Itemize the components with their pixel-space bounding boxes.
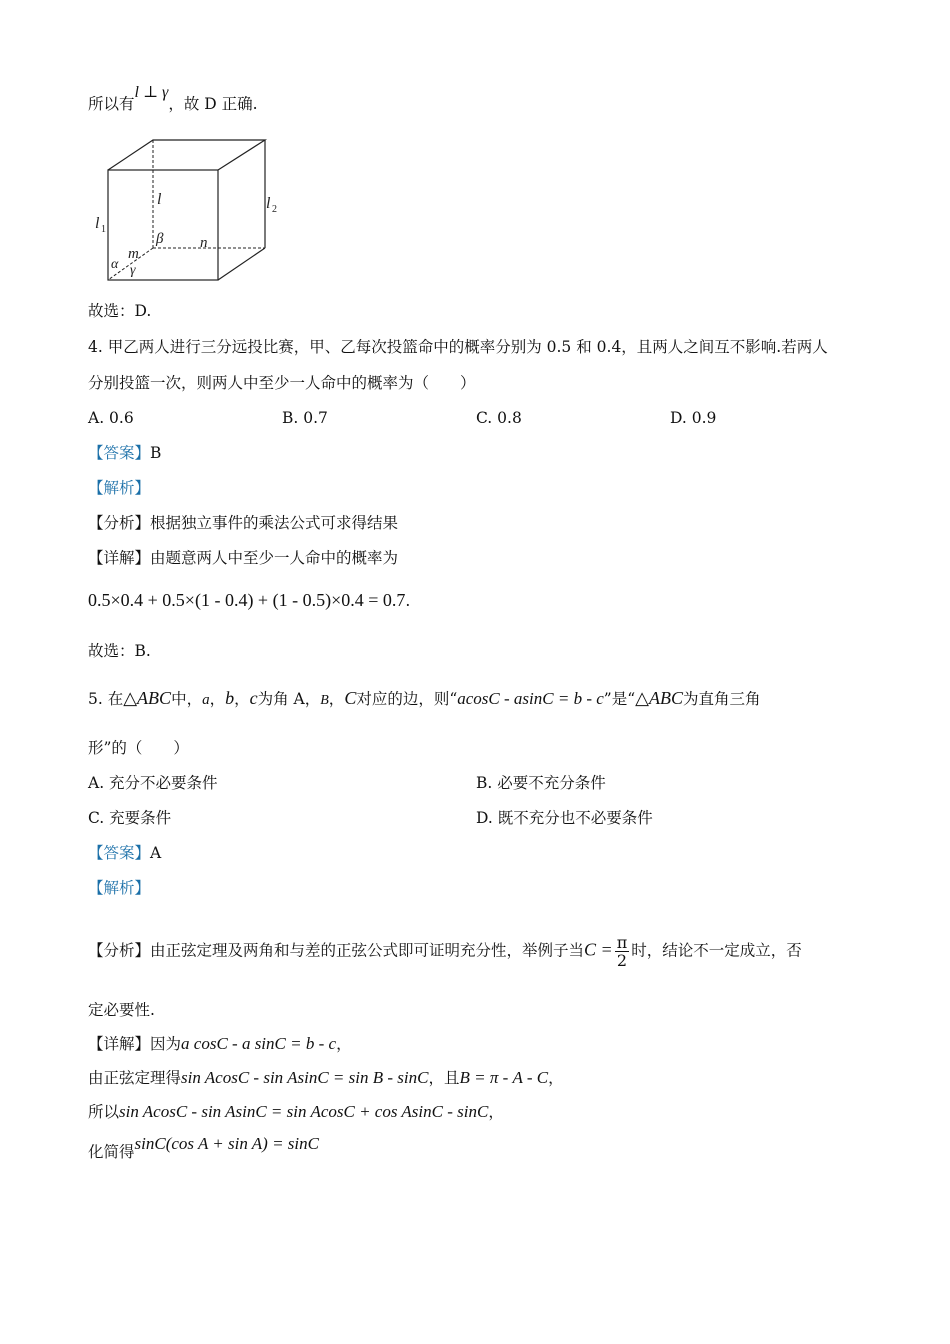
detail-text: ，且 (428, 1069, 460, 1087)
conclusion-line-perpendicular (88, 84, 258, 115)
text-suffix: ，故 D 正确. (168, 95, 258, 113)
detail-text: 化简得 (88, 1143, 135, 1161)
math-sine-law-eq: sin AcosC - sin AsinC = sin B - sinC (181, 1068, 429, 1087)
text-prefix: 所以有 (88, 95, 135, 113)
detail-text: 因为 (150, 1035, 182, 1053)
q4-analysis-line (88, 513, 398, 533)
detail-label: 【详解】 (88, 1035, 151, 1053)
q5-analysis-line2: 定必要性. (88, 1001, 155, 1019)
q5-detail-line1 (88, 1034, 352, 1054)
label-alpha: α (111, 257, 119, 272)
math-l-perp-gamma: l ⊥ γ (134, 84, 169, 101)
q5-text: ”是“ (603, 690, 636, 708)
q4-conclusion: 故选：B. (88, 642, 151, 660)
math-B: B (320, 693, 329, 708)
answer-value: B (150, 444, 162, 462)
q4-formula-end: . (405, 592, 411, 610)
q5-stem-line2: 形”的（ ） (88, 739, 189, 757)
math-simplified-eq: sinC(cos A + sin A) = sinC (134, 1134, 319, 1153)
q4-option-d: D. 0.9 (670, 409, 717, 427)
detail-text: 所以 (88, 1103, 120, 1121)
label-l2-sub: 2 (272, 204, 277, 215)
math-c-equals: C = (584, 939, 613, 960)
math-b: b (225, 688, 235, 708)
q5-option-b: B. 必要不充分条件 (476, 774, 606, 792)
detail-text: 由题意两人中至少一人命中的概率为 (150, 549, 399, 567)
label-m: m (128, 246, 139, 262)
q5-text: ， (209, 690, 226, 708)
answer-value: A (150, 844, 162, 862)
math-angle-b-eq: B = π - A - C (459, 1068, 549, 1087)
label-l1-sub: 1 (101, 224, 106, 235)
analysis-label: 【分析】 (88, 941, 151, 960)
q4-analysis-tag: 【解析】 (88, 479, 151, 497)
q5-text: 为角 A， (257, 690, 321, 708)
q5-text: ， (328, 690, 345, 708)
q5-detail-line4 (88, 1134, 319, 1162)
fraction-denominator: 2 (616, 951, 628, 970)
q5-option-c: C. 充要条件 (88, 809, 172, 827)
q5-detail-line2 (88, 1068, 564, 1088)
fraction-pi-over-2 (615, 934, 630, 969)
math-triangle-abc: △ABC (123, 688, 172, 708)
cube-diagram (90, 134, 290, 286)
q4-detail-line (88, 548, 398, 568)
analysis-label: 【分析】 (88, 514, 151, 532)
analysis-text-2: 时，结论不一定成立，否 (631, 941, 802, 960)
cube-front-face (108, 170, 218, 280)
math-C: C (344, 688, 357, 708)
fraction-numerator: π (616, 933, 628, 952)
label-gamma: γ (130, 263, 136, 278)
q4-option-a: A. 0.6 (88, 409, 134, 427)
cube-bottom-right-edge (218, 248, 265, 280)
label-beta: β (156, 231, 164, 247)
q5-text: 对应的边，则“ (356, 690, 458, 708)
q5-option-d: D. 既不充分也不必要条件 (476, 809, 653, 827)
analysis-text-1: 由正弦定理及两角和与差的正弦公式即可证明充分性，举例子当 (150, 941, 585, 960)
math-condition: acosC - asinC = b - c (457, 689, 604, 708)
q5-text: ， (234, 690, 250, 708)
q5-text: 5. 在 (88, 690, 124, 708)
answer-tag: 【答案】 (88, 444, 151, 462)
answer-tag: 【答案】 (88, 844, 151, 862)
q4-stem-line1: 4. 甲乙两人进行三分远投比赛，甲、乙每次投篮命中的概率分别为 0.5 和 0.4，且两人之间互不影响.若两人 (88, 338, 828, 356)
detail-end: ， (548, 1069, 564, 1087)
q4-option-c: C. 0.8 (476, 409, 522, 427)
q3-answer: 故选：D. (88, 302, 152, 320)
analysis-text: 根据独立事件的乘法公式可求得结果 (150, 514, 399, 532)
q5-analysis-line1 (88, 934, 802, 969)
q4-formula: 0.5×0.4 + 0.5×(1 - 0.4) + (1 - 0.5)×0.4 = 0.7 (88, 590, 406, 610)
math-c: c (249, 688, 258, 708)
q5-stem-line1 (88, 688, 761, 711)
q4-option-b: B. 0.7 (282, 409, 328, 427)
math-eq-1: a cosC - a sinC = b - c (181, 1034, 337, 1053)
detail-label: 【详解】 (88, 549, 151, 567)
cube-figure (90, 134, 290, 286)
detail-end: ， (336, 1035, 352, 1053)
q5-text: 中， (171, 690, 203, 708)
q4-answer-line (88, 443, 161, 463)
q5-analysis-tag: 【解析】 (88, 879, 151, 897)
detail-text: 由正弦定理得 (88, 1069, 182, 1087)
q5-option-a: A. 充分不必要条件 (88, 774, 218, 792)
q5-text: 为直角三角 (683, 690, 761, 708)
detail-end: ， (488, 1103, 504, 1121)
q4-stem-line2: 分别投篮一次，则两人中至少一人命中的概率为（ ） (88, 374, 476, 392)
label-l2: l (266, 195, 271, 212)
label-n: n (200, 235, 208, 251)
q4-formula-line (88, 590, 410, 611)
label-l: l (157, 191, 162, 208)
cube-top-edges (108, 140, 265, 170)
math-a: a (202, 692, 210, 708)
label-l1: l (95, 215, 100, 232)
math-expand-eq: sin AcosC - sin AsinC = sin AcosC + cos AsinC - sinC (119, 1102, 489, 1121)
q5-detail-line3 (88, 1102, 504, 1122)
math-triangle-abc-2: △ABC (635, 688, 683, 708)
q5-answer-line (88, 843, 161, 863)
